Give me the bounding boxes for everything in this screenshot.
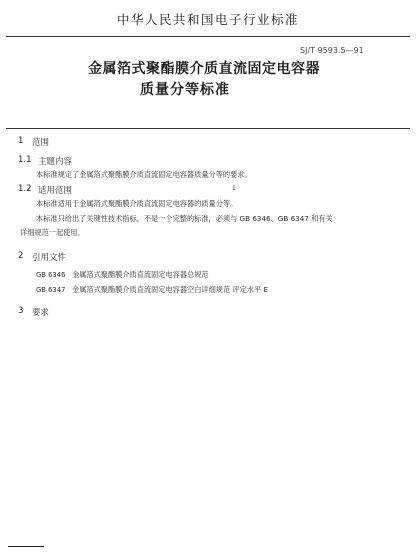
section-2-number: 2: [18, 251, 24, 261]
section-1-2-number: 1.2: [18, 184, 32, 194]
standard-number: SJ/T 9593.5—91: [300, 46, 364, 55]
reference-title: 金属箔式聚酯膜介质直流固定电容器空白详细规范 评定水平 E: [72, 285, 268, 294]
section-3-title: 要求: [32, 308, 50, 318]
document-title-line2: 质量分等标准: [140, 82, 230, 98]
reference-code: GB 6346: [36, 271, 66, 279]
section-1-2-text2b: 详细规范一起使用。: [20, 228, 85, 237]
section-1-title: 范围: [32, 138, 50, 148]
title-rule: [6, 128, 410, 129]
section-1-2-text2a: 本标准只给出了关键性技术指标，不是一个完整的标准，必须与 GB 6346、GB 6347 和有关: [36, 214, 333, 223]
section-1-number: 1: [18, 136, 24, 146]
header-rule: [6, 36, 410, 37]
document-title-line1: 金属箔式聚酯膜介质直流固定电容器: [88, 61, 320, 77]
section-1-2-title: 适用范围: [38, 186, 73, 196]
reference-title: 金属箔式聚酯膜介质直流固定电容器总规范: [72, 270, 209, 279]
reference-code: GB 6347: [36, 286, 66, 294]
section-1-1-title: 主题内容: [38, 157, 73, 167]
section-2-title: 引用文件: [32, 253, 67, 263]
section-1-1-number: 1.1: [18, 155, 32, 165]
section-1-1-text: 本标准规定了金属箔式聚酯膜介质直流固定电容器质量分等的要求。: [36, 170, 252, 179]
section-1-2-text1: 本标准适用于金属箔式聚酯膜介质直流固定电容器的质量分等。: [36, 199, 238, 208]
standard-header: 中华人民共和国电子行业标准: [116, 12, 299, 27]
footnote-rule: [8, 546, 44, 547]
footnote-marker: 1: [232, 185, 236, 192]
section-3-number: 3: [18, 306, 24, 316]
